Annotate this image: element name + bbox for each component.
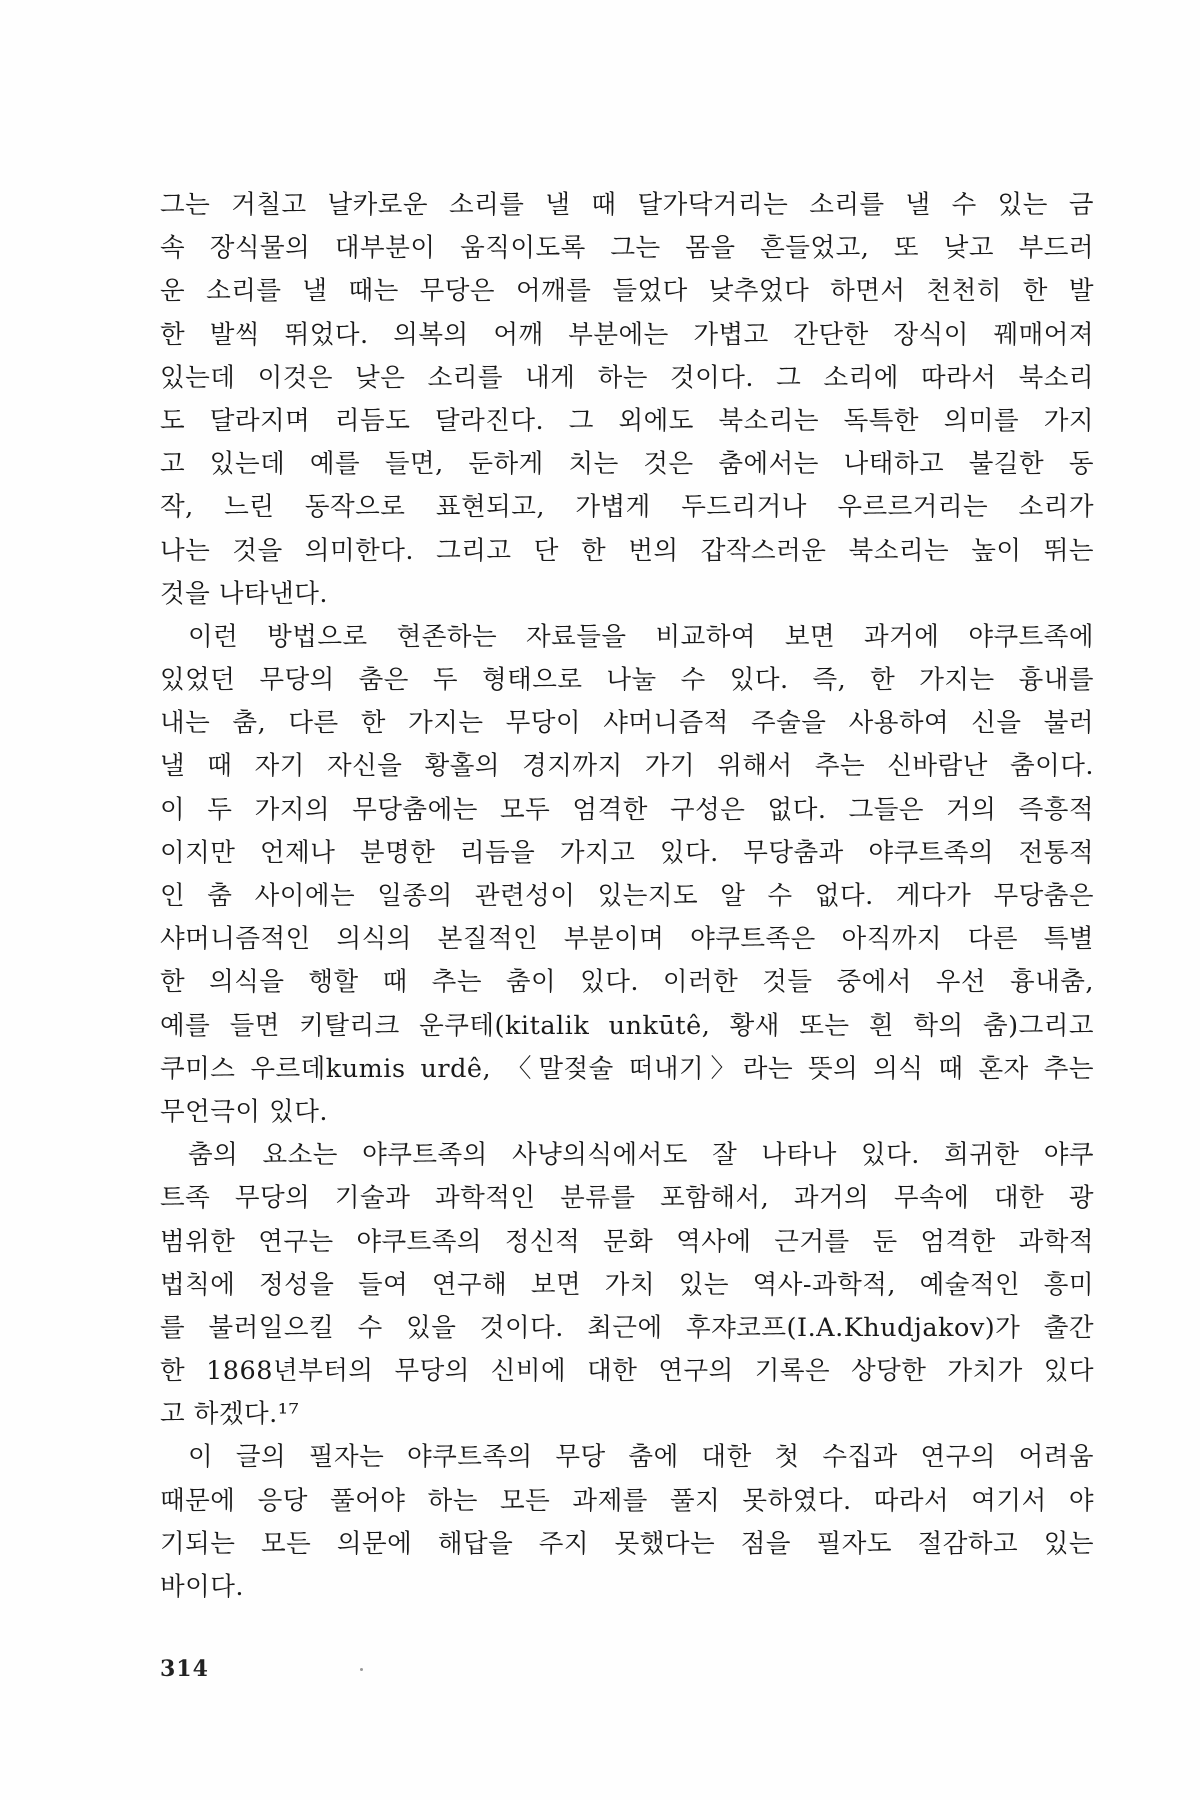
text-line: 이 글의 필자는 야쿠트족의 무당 춤에 대한 첫 수집과 연구의 어려움 <box>188 1442 1094 1473</box>
body-text <box>160 184 1094 1609</box>
text-line: 샤머니즘적인 의식의 본질적인 부분이며 야쿠트족은 아직까지 다른 특별 <box>160 924 1094 955</box>
text-line: 예를 들면 키탈리크 운쿠테(kitalik unkūtê, 황새 또는 흰 학의 춤)그리고 <box>160 1010 1094 1041</box>
text-line: 작, 느린 동작으로 표현되고, 가볍게 두드리거나 우르르거리는 소리가 <box>160 492 1094 523</box>
paragraph-4 <box>160 1436 1094 1609</box>
text-line: 범위한 연구는 야쿠트족의 정신적 문화 역사에 근거를 둔 엄격한 과학적 <box>160 1226 1094 1257</box>
text-line: 도 달라지며 리듬도 달라진다. 그 외에도 북소리는 독특한 의미를 가지 <box>160 405 1094 436</box>
text-line: 이런 방법으로 현존하는 자료들을 비교하여 보면 과거에 야쿠트족에 <box>188 621 1094 652</box>
text-line: 쿠미스 우르데kumis urdê, 〈말젖술 떠내기〉라는 뜻의 의식 때 혼자 추는 <box>160 1053 1094 1084</box>
text-line: 고 있는데 예를 들면, 둔하게 치는 것은 춤에서는 나태하고 불길한 동 <box>160 449 1094 480</box>
paragraph-1 <box>160 184 1094 616</box>
text-line: 기되는 모든 의문에 해답을 주지 못했다는 점을 필자도 절감하고 있는 <box>160 1528 1094 1559</box>
text-line: 춤의 요소는 야쿠트족의 사냥의식에서도 잘 나타나 있다. 희귀한 야쿠 <box>188 1140 1094 1171</box>
text-line: 내는 춤, 다른 한 가지는 무당이 샤머니즘적 주술을 사용하여 신을 불러 <box>160 708 1094 739</box>
text-line: 인 춤 사이에는 일종의 관련성이 있는지도 알 수 없다. 게다가 무당춤은 <box>160 881 1094 911</box>
text-line: 운 소리를 낼 때는 무당은 어깨를 들었다 낮추었다 하면서 천천히 한 발 <box>160 276 1094 307</box>
page-number: 314 <box>160 1656 209 1682</box>
text-line: 이 두 가지의 무당춤에는 모두 엄격한 구성은 없다. 그들은 거의 즉흥적 <box>160 794 1094 825</box>
text-line: 있었던 무당의 춤은 두 형태으로 나눌 수 있다. 즉, 한 가지는 흉내를 <box>160 665 1094 696</box>
text-line: 이지만 언제나 분명한 리듬을 가지고 있다. 무당춤과 야쿠트족의 전통적 <box>160 837 1094 868</box>
text-line: 속 장식물의 대부분이 움직이도록 그는 몸을 흔들었고, 또 낮고 부드러 <box>160 233 1094 264</box>
text-line: 때문에 응당 풀어야 하는 모든 과제를 풀지 못하였다. 따라서 여기서 야 <box>160 1485 1094 1516</box>
text-line: 것을 나타낸다. <box>160 578 329 609</box>
text-line: 한 1868년부터의 무당의 신비에 대한 연구의 기록은 상당한 가치가 있다 <box>160 1356 1094 1387</box>
paragraph-3 <box>160 1134 1094 1436</box>
text-line: 그는 거칠고 날카로운 소리를 낼 때 달가닥거리는 소리를 낼 수 있는 금 <box>160 190 1094 220</box>
text-line: 무언극이 있다. <box>160 1096 329 1127</box>
text-line: 한 발씩 뛰었다. 의복의 어깨 부분에는 가볍고 간단한 장식이 꿰매어져 <box>160 319 1094 350</box>
scan-speck <box>360 1668 363 1671</box>
text-line: 고 하겠다.¹⁷ <box>160 1399 300 1430</box>
text-line: 나는 것을 의미한다. 그리고 단 한 번의 갑작스러운 북소리는 높이 뛰는 <box>160 535 1094 566</box>
text-line: 낼 때 자기 자신을 황홀의 경지까지 가기 위해서 추는 신바람난 춤이다. <box>160 751 1094 782</box>
text-line: 바이다. <box>160 1572 245 1602</box>
text-line: 있는데 이것은 낮은 소리를 내게 하는 것이다. 그 소리에 따라서 북소리 <box>160 362 1094 393</box>
text-line: 를 불러일으킬 수 있을 것이다. 최근에 후쟈코프(I.A.Khudjakov)가 출간 <box>160 1312 1094 1343</box>
text-line: 한 의식을 행할 때 추는 춤이 있다. 이러한 것들 중에서 우선 흉내춤, <box>160 967 1094 998</box>
paragraph-2 <box>160 616 1094 1134</box>
text-line: 트족 무당의 기술과 과학적인 분류를 포함해서, 과거의 무속에 대한 광 <box>160 1183 1094 1214</box>
text-line: 법칙에 정성을 들여 연구해 보면 가치 있는 역사-과학적, 예술적인 흥미 <box>160 1269 1094 1300</box>
